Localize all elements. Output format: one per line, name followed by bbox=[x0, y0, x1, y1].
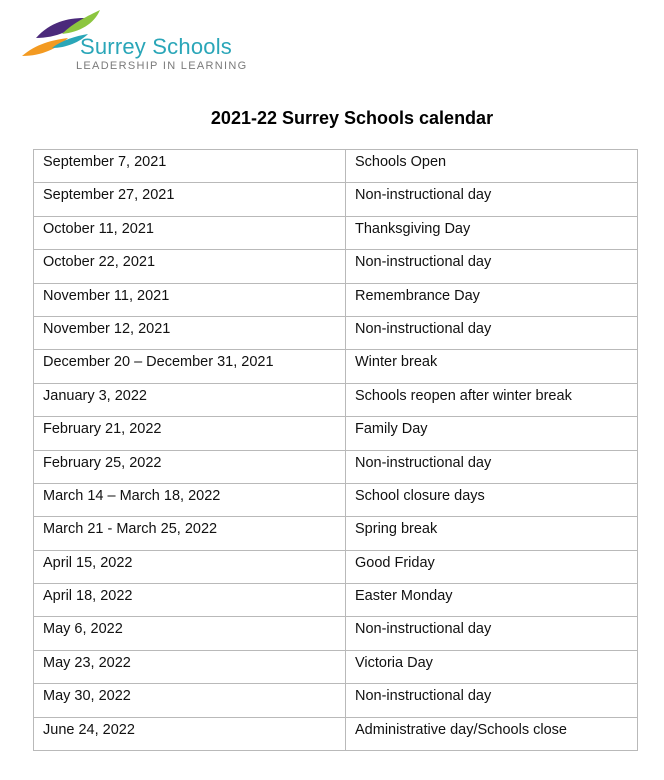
event-cell: Family Day bbox=[346, 417, 638, 450]
date-cell: March 21 - March 25, 2022 bbox=[34, 517, 346, 550]
event-cell: Non-instructional day bbox=[346, 183, 638, 216]
date-cell: May 6, 2022 bbox=[34, 617, 346, 650]
event-cell: Easter Monday bbox=[346, 584, 638, 617]
event-cell: Non-instructional day bbox=[346, 450, 638, 483]
event-cell: Non-instructional day bbox=[346, 684, 638, 717]
event-cell: School closure days bbox=[346, 483, 638, 516]
table-row bbox=[34, 350, 638, 383]
event-cell: Spring break bbox=[346, 517, 638, 550]
date-cell: April 18, 2022 bbox=[34, 584, 346, 617]
table-row bbox=[34, 316, 638, 349]
date-cell: November 11, 2021 bbox=[34, 283, 346, 316]
table-row bbox=[34, 650, 638, 683]
table-row bbox=[34, 483, 638, 516]
date-cell: January 3, 2022 bbox=[34, 383, 346, 416]
table-row bbox=[34, 584, 638, 617]
event-cell: Non-instructional day bbox=[346, 316, 638, 349]
logo-tagline: LEADERSHIP IN LEARNING bbox=[76, 60, 248, 72]
table-row bbox=[34, 417, 638, 450]
date-cell: November 12, 2021 bbox=[34, 316, 346, 349]
table-row bbox=[34, 383, 638, 416]
table-row bbox=[34, 550, 638, 583]
date-cell: May 23, 2022 bbox=[34, 650, 346, 683]
document-title: 2021-22 Surrey Schools calendar bbox=[210, 108, 494, 128]
date-cell: September 7, 2021 bbox=[34, 150, 346, 183]
table-row bbox=[34, 450, 638, 483]
date-cell: October 11, 2021 bbox=[34, 216, 346, 249]
calendar-table-body bbox=[34, 150, 638, 751]
table-row bbox=[34, 250, 638, 283]
table-row bbox=[34, 517, 638, 550]
date-cell: June 24, 2022 bbox=[34, 717, 346, 750]
table-row bbox=[34, 617, 638, 650]
event-cell: Thanksgiving Day bbox=[346, 216, 638, 249]
event-cell: Good Friday bbox=[346, 550, 638, 583]
table-row bbox=[34, 183, 638, 216]
date-cell: February 21, 2022 bbox=[34, 417, 346, 450]
date-cell: May 30, 2022 bbox=[34, 684, 346, 717]
table-row bbox=[34, 283, 638, 316]
event-cell: Schools Open bbox=[346, 150, 638, 183]
table-row bbox=[34, 684, 638, 717]
event-cell: Winter break bbox=[346, 350, 638, 383]
date-cell: February 25, 2022 bbox=[34, 450, 346, 483]
event-cell: Remembrance Day bbox=[346, 283, 638, 316]
event-cell: Victoria Day bbox=[346, 650, 638, 683]
surrey-schools-logo bbox=[22, 8, 282, 72]
event-cell: Non-instructional day bbox=[346, 250, 638, 283]
date-cell: October 22, 2021 bbox=[34, 250, 346, 283]
logo-name: Surrey Schools bbox=[80, 34, 232, 59]
event-cell: Non-instructional day bbox=[346, 617, 638, 650]
date-cell: April 15, 2022 bbox=[34, 550, 346, 583]
event-cell: Administrative day/Schools close bbox=[346, 717, 638, 750]
table-row bbox=[34, 216, 638, 249]
table-row bbox=[34, 150, 638, 183]
calendar-table bbox=[33, 149, 638, 751]
event-cell: Schools reopen after winter break bbox=[346, 383, 638, 416]
table-row bbox=[34, 717, 638, 750]
date-cell: December 20 – December 31, 2021 bbox=[34, 350, 346, 383]
date-cell: September 27, 2021 bbox=[34, 183, 346, 216]
date-cell: March 14 – March 18, 2022 bbox=[34, 483, 346, 516]
